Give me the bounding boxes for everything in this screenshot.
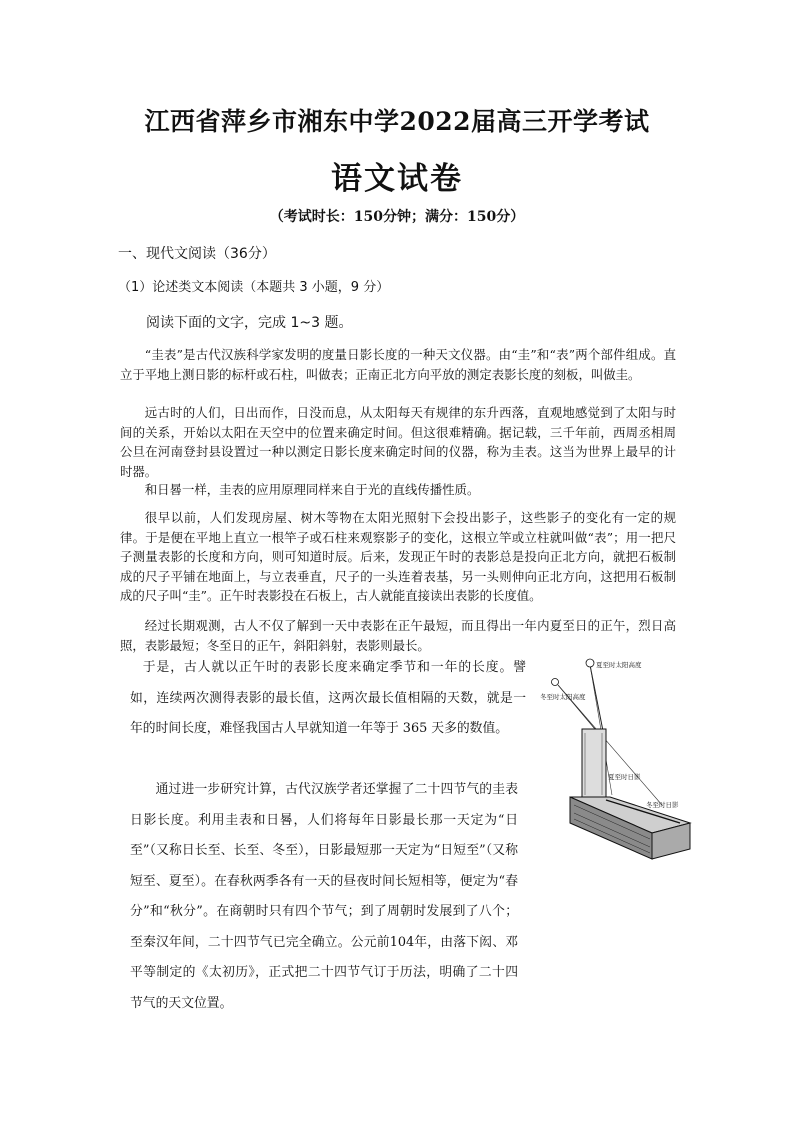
passage-paragraph-7: 通过进一步研究计算，古代汉族学者还掌握了二十四节气的圭表日影长度。利用圭表和日晷，人们将每年日影最长那一天定为“日至”（又称日长至、长至、冬至），日影最短那一天定为“日短至”（又称短至、夏至）。在春秋两季各有一天的昼夜时间长短相等，便定为“春分”和“秋分”。在商朝时只有四个节气；到了周朝时发展到了八个；至秦汉年间，二十四节气已完全确立。公元前104年，由落下闳、邓平等制定的《太初历》，正式把二十四节气订于历法，明确了二十四节气的天文位置。 (130, 782, 518, 1011)
gnomon-pillar (582, 729, 606, 799)
part-heading: （1）论述类文本阅读（本题共 3 小题，9 分） (118, 280, 390, 295)
section-heading: 一、现代文阅读（36分） (118, 246, 276, 262)
label-summer-sun: 夏至时太阳高度 (596, 661, 642, 669)
passage-paragraph-2: 远古时的人们，日出而作，日没而息，从太阳每天有规律的东升西落，直观地感觉到了太阳与时间的关系，开始以太阳在天空中的位置来确定时间。但这很难精确。据记载，三千年前，西周丞相周公旦在河南登封县设置过一种以测定日影长度来确定时间的仪器，称为圭表。这当为世界上最早的计时器。 (120, 405, 676, 479)
passage-paragraph-6: 于是，古人就以正午时的表影长度来确定季节和一年的长度。譬如，连续两次测得表影的最长值，这两次最长值相隔的天数，就是一年的时间长度，难怪我国古人早就知道一年等于 365 天多的数值。 (130, 660, 526, 736)
passage-paragraph-5: 经过长期观测，古人不仅了解到一天中表影在正午最短，而且得出一年内夏至日的正午，烈日高照，表影最短；冬至日的正午，斜阳斜射，表影则最长。 (120, 618, 676, 653)
summer-sun-icon (586, 659, 594, 667)
instruction-text: 阅读下面的文字，完成 1~3 题。 (146, 315, 353, 331)
gnomon-illustration (552, 659, 691, 859)
subject-title: 语文试卷 (331, 161, 463, 197)
passage-paragraph-4: 很早以前，人们发现房屋、树木等物在太阳光照射下会投出影子，这些影子的变化有一定的规律。于是便在平地上直立一根竿子或石柱来观察影子的变化，这根立竿或立柱就叫做“表”；用一把尺子测量表影的长度和方向，则可知道时辰。后来，发现正午时的表影总是投向正北方向，就把石板制成的尺子平铺在地面上，与立表垂直，尺子的一头连着表基，另一头则伸向正北方向，这把用石板制成的尺子叫“圭”。正午时表影投在石板上，古人就能直接读出表影的长度值。 (120, 510, 676, 604)
passage-paragraph-1: “圭表”是古代汉族科学家发明的度量日影长度的一种天文仪器。由“圭”和“表”两个部件组成。直立于平地上测日影的标杆或石柱，叫做表；正南正北方向平放的测定表影长度的刻板，叫做圭。 (120, 347, 676, 382)
label-winter-shadow: 冬至时日影 (646, 801, 679, 809)
exam-title: 江西省萍乡市湘东中学2022届高三开学考试 (144, 107, 650, 136)
exam-info: （考试时长：150分钟；满分：150分） (269, 209, 525, 225)
label-summer-shadow: 夏至时日影 (608, 773, 641, 781)
winter-sun-icon (552, 679, 559, 686)
passage-paragraph-3: 和日晷一样，圭表的应用原理同样来自于光的直线传播性质。 (144, 482, 480, 497)
gnomon-figure (540, 655, 696, 867)
label-winter-sun: 冬至时太阳高度 (540, 693, 586, 701)
